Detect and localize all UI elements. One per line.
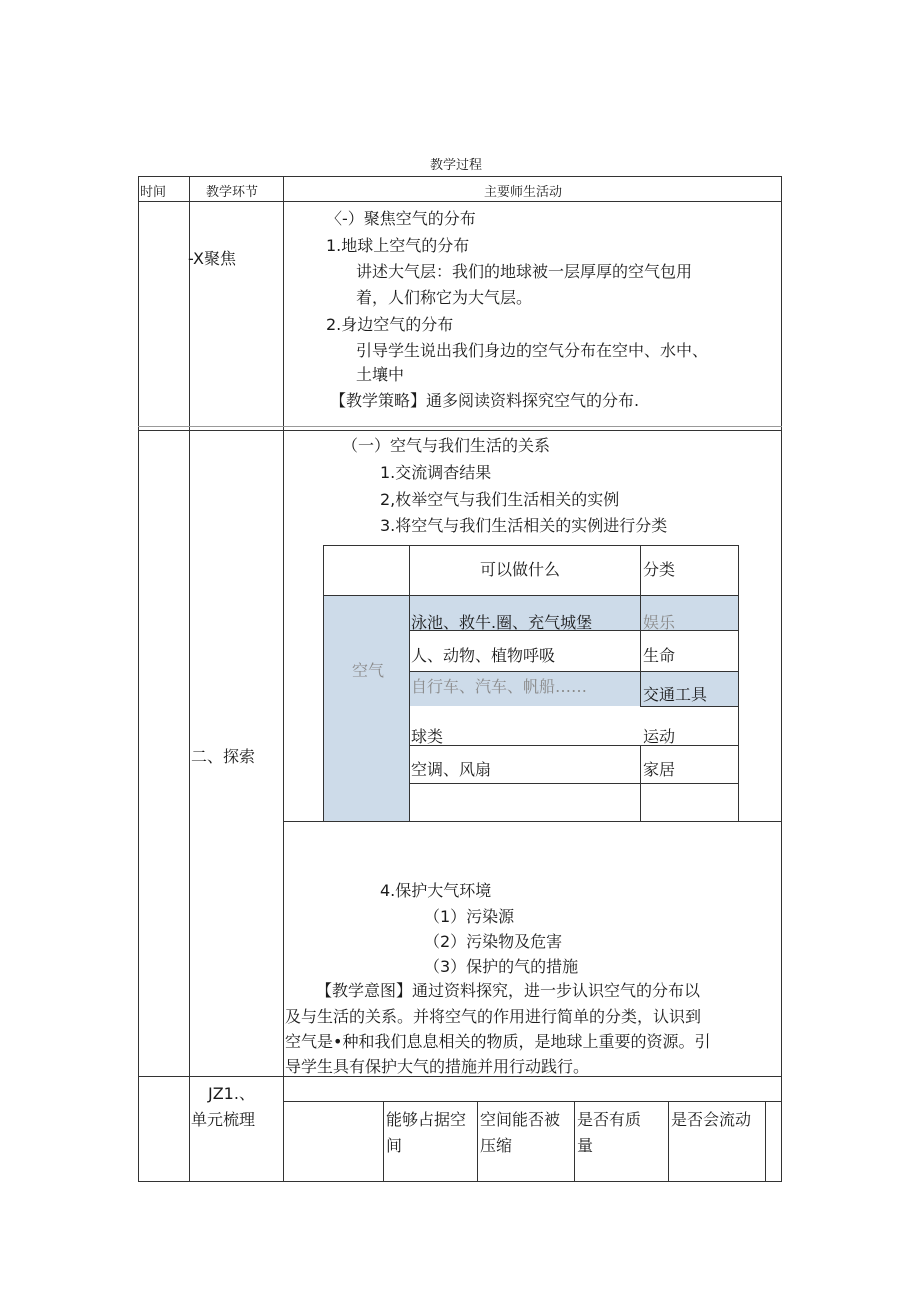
inner-row-cat: 生命 <box>643 646 676 665</box>
inner-row-cat: 交通工具 <box>643 685 708 704</box>
section1-strategy: 【教学策略】通多阅读资料探究空气的分布. <box>330 391 640 410</box>
stage-review-prefix: JZ1.、 <box>208 1084 255 1103</box>
section1-item1-title: 1.地球上空气的分布 <box>326 236 470 255</box>
section2-step3: 3.将空气与我们生活相关的实例进行分类 <box>380 516 668 535</box>
page-title: 教学过程 <box>430 158 483 173</box>
review-col: 是否会流动 <box>671 1110 752 1129</box>
section1-item2-body-cont: 土壤中 <box>356 365 405 384</box>
inner-row-use: 泳池、救牛.圈、充气城堡 <box>411 613 593 632</box>
inner-row-cat: 运动 <box>643 727 676 746</box>
section1-item1-body: 讲述大气层：我们的地球被一层厚厚的空气包用 <box>356 262 693 281</box>
review-col: 能够占据空 <box>386 1110 467 1129</box>
section2-intent: 【教学意图】通过资料探究，进一步认识空气的分布以 <box>316 981 701 1000</box>
section1-item1-body-cont: 着，人们称它为大气层。 <box>356 288 533 307</box>
inner-head-uses: 可以做什么 <box>480 560 561 579</box>
section2-intent-cont: 导学生具有保护大气的措施并用行动践行。 <box>285 1057 590 1076</box>
stage-review: 单元梳理 <box>191 1110 256 1129</box>
section2-sub1: （1）污染源 <box>424 907 515 926</box>
review-col-cont: 量 <box>577 1136 594 1155</box>
stage-explore: 二、探索 <box>191 747 256 766</box>
review-col-cont: 压缩 <box>480 1136 513 1155</box>
review-col: 空间能否被 <box>480 1110 561 1129</box>
section1-item2-title: 2.身边空气的分布 <box>326 315 454 334</box>
section2-sub2: （2）污染物及危害 <box>424 932 563 951</box>
section2-sub3: （3）保护的气的措施 <box>424 957 579 976</box>
review-col: 是否有质 <box>577 1110 642 1129</box>
stage-focus: -X聚焦 <box>188 249 236 268</box>
header-activity: 主要师生活动 <box>484 185 563 200</box>
header-time: 时间 <box>140 185 167 200</box>
header-stage: 教学环节 <box>206 185 259 200</box>
inner-row-use: 自行车、汽车、帆船…… <box>411 677 588 696</box>
inner-row-cat: 家居 <box>643 760 676 779</box>
review-col-cont: 间 <box>386 1136 403 1155</box>
inner-head-class: 分类 <box>643 560 676 579</box>
inner-row-use: 人、动物、植物呼吸 <box>411 646 556 665</box>
inner-row-use: 球类 <box>411 727 444 746</box>
inner-row-use: 空调、风扇 <box>411 760 492 779</box>
section2-step1: 1.交流调杳结果 <box>380 463 492 482</box>
section2-intent-cont: 空气是•种和我们息息相关的物质，是地球上重要的资源。引 <box>285 1032 711 1051</box>
inner-row-cat: 娱乐 <box>643 613 676 632</box>
section1-item2-body: 引导学生说出我们身边的空气分布在空中、水中、 <box>356 341 709 360</box>
section2-heading: （一）空气与我们生活的关系 <box>342 436 551 455</box>
section2-intent-cont: 及与生活的关系。并将空气的作用进行简单的分类，认识到 <box>285 1007 702 1026</box>
inner-row-label-air: 空气 <box>352 661 385 680</box>
section2-step2: 2,枚举空气与我们生活相关的实例 <box>380 490 620 509</box>
section1-heading: 〈-）聚焦空气的分布 <box>326 209 476 228</box>
section2-step4: 4.保护大气环境 <box>380 881 492 900</box>
